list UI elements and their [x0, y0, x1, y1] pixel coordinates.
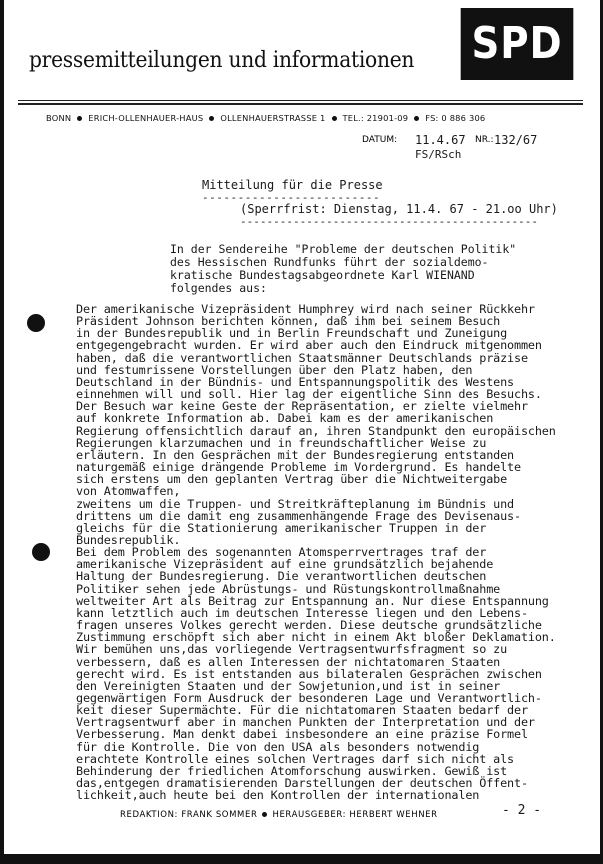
address-telex: FS: 0 886 306: [425, 113, 486, 123]
bullet-icon: [414, 116, 419, 121]
address-line: [46, 113, 485, 123]
address-city: BONN: [46, 113, 72, 123]
header-rule-bottom: [18, 103, 583, 105]
bullet-icon: [209, 116, 214, 121]
body-text: Der amerikanische Vizepräsident Humphrey wird nach seiner Rückkehr Präsident Johnson berichten können, daß ihm bei seinem Besuch in der Bundesrepublik und in Berlin Freundschaft und Zuneigung entgegengebracht wurden. Er wird aber auch den Eindruck mitgenommen haben, daß die verantwortlichen Staatsmänner Deutschlands präzise und festumrissene Vorstellungen über den Platz haben, den Deutschland in der Bündnis- und Entspannungspolitik des Westens einnehmen will und soll. Hier lag der eigentliche Sinn des Besuchs. Der Besuch war keine Geste der Repräsentation, er zielte vielmehr auf konkrete Information ab. Dabei kam es der amerikanischen Regierung offensichtlich darauf an, ihren Standpunkt den europäischen Regierungen klarzumachen und in freundschaftlicher Weise zu erläutern. In den Gesprächen mit der Bundesregierung entstanden naturgemäß einige drängende Probleme im Vordergrund. Es handelte sich erstens um den geplanten Vertrag über die Nichtweitergabe von Atomwaffen, zweitens um die Truppen- und Streitkräfteplanung im Bündnis und drittens um die damit eng zusammenhängende Frage des Devisenaus- gleichs für die Stationierung amerikanischer Truppen in der Bundesrepublik. Bei dem Problem des sogenannten Atomsperrvertrages traf der amerikanische Vizepräsident auf eine grundsätzlich bejahende Haltung der Bundesregierung. Die verantwortlichen deutschen Politiker sehen jede Abrüstungs- und Rüstungskontrollmaßnahme weltweiter Art als Beitrag zur Entspannung an. Nur diese Entspannung kann letztlich auch im deutschen Interesse liegen und den Lebens- fragen unseres Volkes gerecht werden. Diese deutsche grundsätzliche Zustimmung erschöpft sich aber nicht in einem Akt bloßer Deklamation. Wir bemühen uns,das vorliegende Vertragsentwurfsfragment so zu verbessern, daß es allen Interessen der nichtatomaren Staaten gerecht wird. Es ist entstanden aus bilateralen Gesprächen zwischen den Vereinigten Staaten und der Sowjetunion,und ist in seiner gegenwärtigen Form Ausdruck der besonderen Lage und Verantwortlich- keit dieser Supermächte. Für die nichtatomaren Staaten bedarf der Vertragsentwurf aber in manchen Punkten der Interpretation und der Verbesserung. Man denkt dabei insbesondere an eine präzise Formel für die Kontrolle. Die von den USA als besonders notwendig erachtete Kontrolle eines solchen Vertrages darf sich nicht als Behinderung der friedlichen Atomforschung auswirken. Gewiß ist das,entgegen dramatisierenden Darstellungen der deutschen Öffent- lichkeit,auch heute bei den Kontrollen der internationalen: [76, 302, 556, 803]
embargo-underline: ---------------------------------------------: [240, 215, 539, 228]
letterhead-title: pressemitteilungen und informationen: [29, 48, 415, 73]
datum-value: 11.4.67: [415, 133, 466, 147]
punch-hole-top: [27, 314, 45, 332]
nr-value: 132/67: [494, 133, 538, 147]
bullet-icon: [77, 116, 82, 121]
header-rule-top: [18, 100, 583, 101]
bullet-icon: [332, 116, 337, 121]
footer-herausgeber: HERAUSGEBER: HERBERT WEHNER: [272, 810, 438, 820]
initials: FS/RSch: [415, 148, 462, 161]
page-number: - 2 -: [502, 803, 542, 818]
punch-hole-bottom: [32, 543, 50, 561]
datum-label: DATUM:: [362, 135, 398, 145]
address-phone: TEL.: 21901-09: [342, 113, 409, 123]
intro-paragraph: In der Sendereihe "Probleme der deutschen Politik" des Hessischen Rundfunks führt der sozialdemo- kratische Bundestagsabgeordnete Karl WIENAND folgendes aus:: [170, 242, 517, 295]
address-street: OLLENHAUERSTRASSE 1: [220, 113, 326, 123]
address-building: ERICH-OLLENHAUER-HAUS: [88, 113, 204, 123]
release-heading: Mitteilung für die Presse: [202, 178, 383, 192]
nr-label: NR.:: [475, 135, 494, 145]
release-heading-underline: -------------------------: [202, 191, 381, 204]
spd-logo: SPD: [461, 8, 574, 80]
scan-bottom-edge: [0, 854, 603, 864]
embargo-line: (Sperrfrist: Dienstag, 11.4. 67 - 21.oo Uhr): [240, 202, 558, 216]
bullet-icon: [262, 812, 267, 817]
footer-credits: [120, 810, 438, 820]
footer-redaktion: REDAKTION: FRANK SOMMER: [120, 810, 258, 820]
